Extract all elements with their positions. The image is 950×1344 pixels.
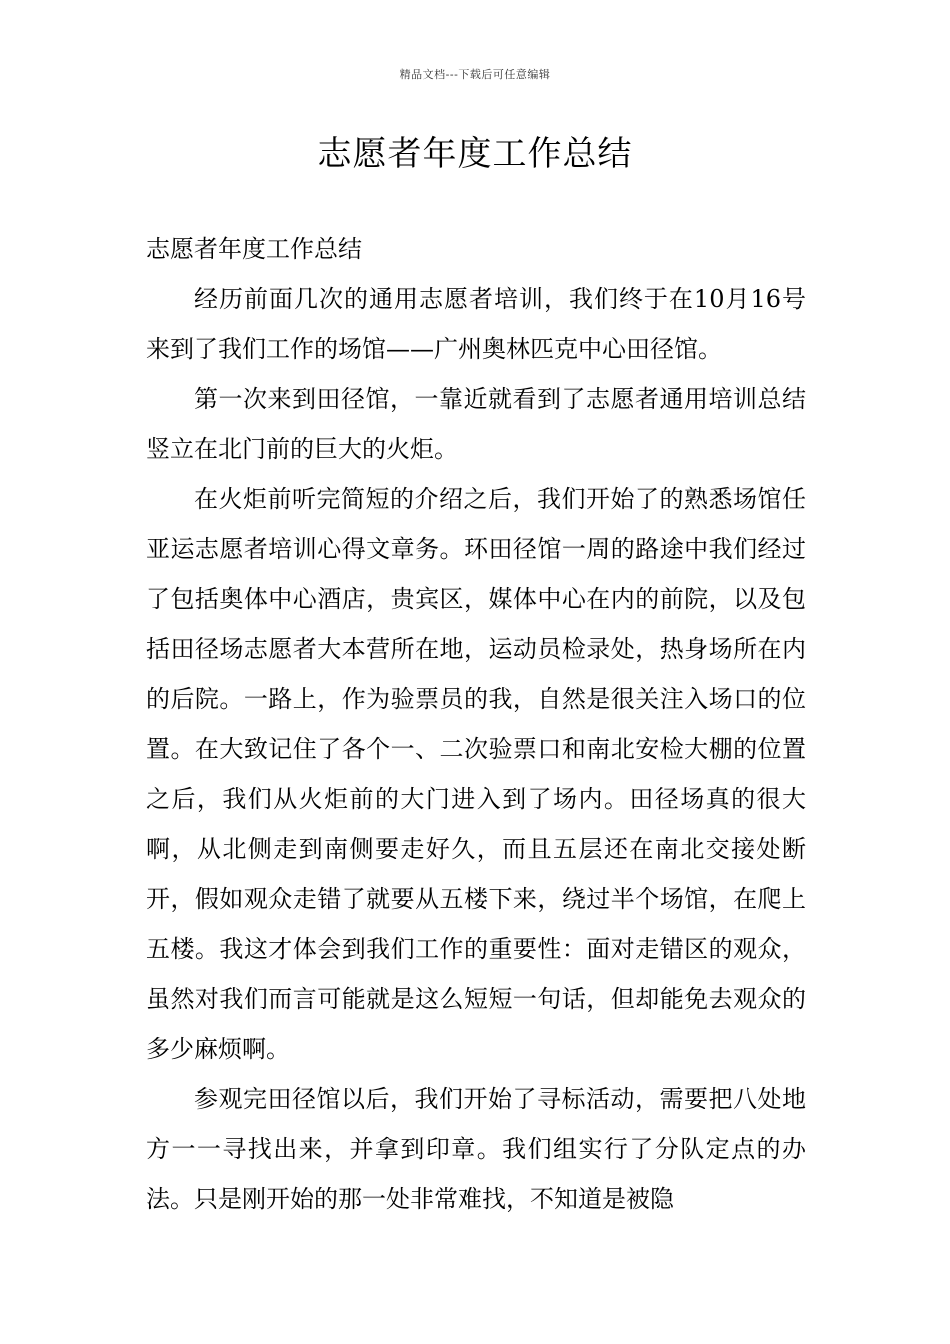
paragraph: 在火炬前听完简短的介绍之后，我们开始了的熟悉场馆任亚运志愿者培训心得文章务。环田径馆一周的路途中我们经过了包括奥体中心酒店，贵宾区，媒体中心在内的前院，以及包括田径场志愿者大本营所在地，运动员检录处，热身场所在内的后院。一路上，作为验票员的我，自然是很关注入场口的位置。在大致记住了各个一、二次验票口和南北安检大棚的位置之后，我们从火炬前的大门进入到了场内。田径场真的很大啊，从北侧走到南侧要走好久，而且五层还在南北交接处断开，假如观众走错了就要从五楼下来，绕过半个场馆，在爬上五楼。我这才体会到我们工作的重要性：面对走错区的观众，虽然对我们而言可能就是这么短短一句话，但却能免去观众的多少麻烦啊。 [146, 485, 806, 1063]
document-body [146, 224, 806, 1224]
document-title: 志愿者年度工作总结 [317, 134, 633, 174]
paragraph: 第一次来到田径馆，一靠近就看到了志愿者通用培训总结竖立在北门前的巨大的火炬。 [146, 385, 806, 463]
paragraph: 参观完田径馆以后，我们开始了寻标活动，需要把八处地方一一寻找出来，并拿到印章。我们组实行了分队定点的办法。只是刚开始的那一处非常难找，不知道是被隐 [146, 1085, 806, 1213]
document-subtitle: 志愿者年度工作总结 [146, 235, 362, 263]
paragraph: 经历前面几次的通用志愿者培训，我们终于在10月16号来到了我们工作的场馆——广州奥林匹克中心田径馆。 [146, 285, 806, 363]
header-watermark: 精品文档---下载后可任意编辑 [399, 68, 551, 81]
